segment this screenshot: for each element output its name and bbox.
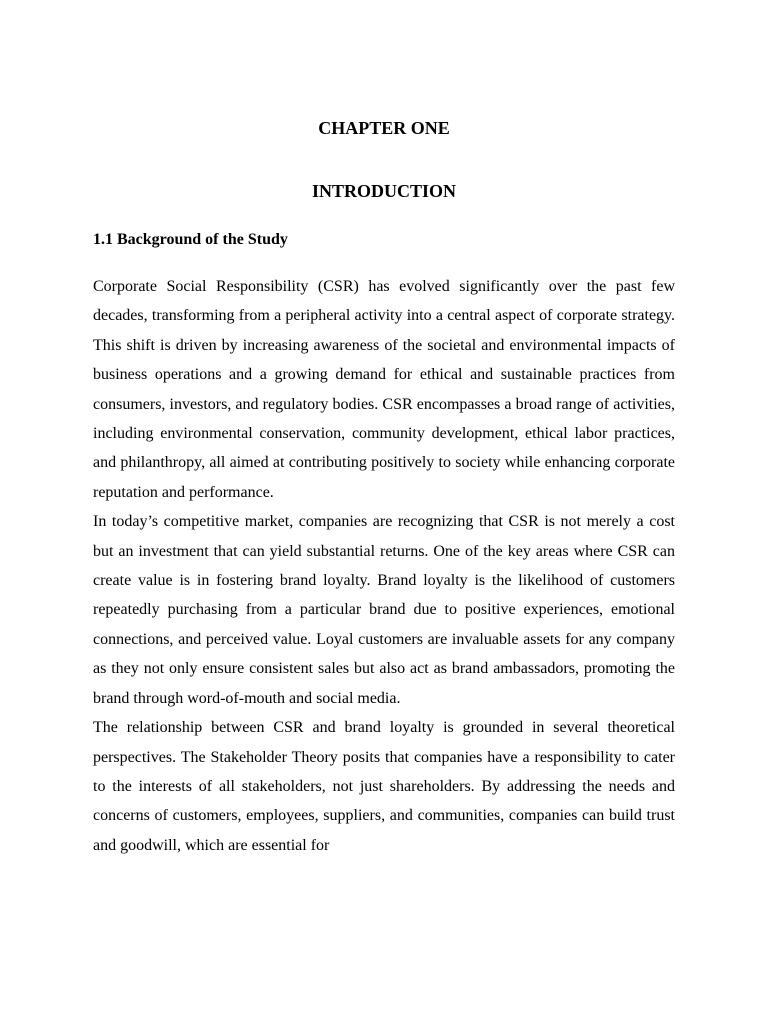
subsection-heading: 1.1 Background of the Study bbox=[93, 231, 288, 248]
chapter-heading: CHAPTER ONE bbox=[318, 118, 450, 138]
paragraph-1: Corporate Social Responsibility (CSR) has evolved significantly over the past few decades, transforming from a peripheral activity into a central aspect of corporate strategy. This shift is driven by increasing awareness of the societal and environmental impacts of business operations and a growing demand for ethical and sustainable practices from consumers, investors, and regulatory bodies. CSR encompasses a broad range of activities, including environmental conservation, community development, ethical labor practices, and philanthropy, all aimed at contributing positively to society while enhancing corporate reputation and performance. bbox=[93, 278, 675, 501]
paragraph-3: The relationship between CSR and brand loyalty is grounded in several theoretical perspectives. The Stakeholder Theory posits that companies have a responsibility to cater to the interests of all stakeholders, not just shareholders. By addressing the needs and concerns of customers, employees, suppliers, and communities, companies can build trust and goodwill, which are essential for bbox=[93, 719, 675, 854]
paragraph-2: In today’s competitive market, companies are recognizing that CSR is not merely a cost but an investment that can yield substantial returns. One of the key areas where CSR can create value is in fostering brand loyalty. Brand loyalty is the likelihood of customers repeatedly purchasing from a particular brand due to positive experiences, emotional connections, and perceived value. Loyal customers are invaluable assets for any company as they not only ensure consistent sales but also act as brand ambassadors, promoting the brand through word-of-mouth and social media. bbox=[93, 513, 675, 707]
body-text bbox=[93, 272, 675, 860]
section-heading: INTRODUCTION bbox=[311, 181, 457, 201]
